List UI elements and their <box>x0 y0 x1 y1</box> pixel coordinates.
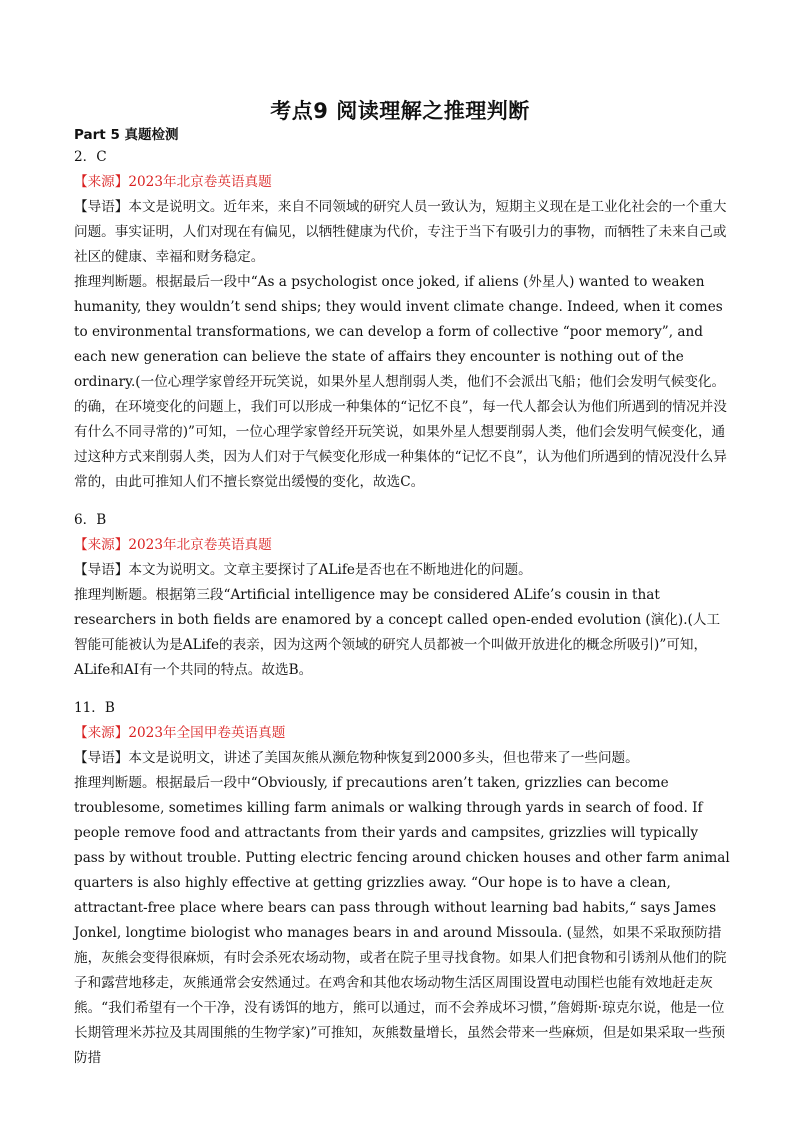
answer-content <box>74 145 730 1071</box>
answer-analysis: 推理判断题。根据最后一段中“Obviously, if precautions aren’t taken, grizzlies can become troublesome, sometimes killing farm animals or walking through yards in search of food. If people remove food and attractants from their yards and campsites, grizzlies will typically pass by without trouble. Putting electric fencing around chicken houses and other farm animal quarters is also highly effective at getting grizzlies away. “Our hope is to have a clean, attractant-free place where bears can pass through without learning bad habits,“ says James Jonkel, longtime biologist who manages bears in and around Missoula. (显然，如果不采取预防措施，灰熊会变得很麻烦，有时会杀死农场动物，或者在院子里寻找食物。如果人们把食物和引诱剂从他们的院子和露营地移走，灰熊通常会安然通过。在鸡舍和其他农场动物生活区周围设置电动围栏也能有效地赶走灰熊。“我们希望有一个干净，没有诱饵的地方，熊可以通过，而不会养成坏习惯，”詹姆斯·琼克尔说，他是一位长期管理米苏拉及其周围熊的生物学家)”可推知，灰熊数量增长，虽然会带来一些麻烦，但是如果采取一些预防措 <box>74 775 730 1066</box>
answer-number: 2．C <box>74 149 107 165</box>
answer-source: 【来源】2023年全国甲卷英语真题 <box>74 725 286 741</box>
answer-analysis: 推理判断题。根据第三段“Artificial intelligence may be considered ALife’s cousin in that researchers in both fields are enamored by a concept called open-ended evolution (演化).(人工智能可能被认为是ALife的表亲，因为这两个领域的研究人员都被一个叫做开放进化的概念所吸引)”可知，ALife和AI有一个共同的特点。故选B。 <box>74 587 721 678</box>
answer-analysis: 推理判断题。根据最后一段中“As a psychologist once joked, if aliens (外星人) wanted to weaken humanity, they wouldn’t send ships; they would invent climate change. Indeed, when it comes to environmental transformations, we can develop a form of collective “poor memory”, and each new generation can believe the state of affairs they encounter is nothing out of the ordinary.(一位心理学家曾经开玩笑说，如果外星人想削弱人类，他们不会派出飞船；他们会发明气候变化。的确，在环境变化的问题上，我们可以形成一种集体的“记忆不良”，每一代人都会认为他们所遇到的情况并没有什么不同寻常的)”可知，一位心理学家曾经开玩笑说，如果外星人想要削弱人类，他们会发明气候变化，通过这种方式来削弱人类，因为人们对于气候变化形成一种集体的“记忆不良”，认为他们所遇到的情况没什么异常的，由此可推知人们不擅长察觉出缓慢的变化，故选C。 <box>74 274 727 490</box>
spacer <box>74 495 730 508</box>
spacer <box>74 683 730 696</box>
answer-number: 6．B <box>74 512 107 528</box>
answer-guide: 【导语】本文是说明文，讲述了美国灰熊从濒危物种恢复到2000多头，但也带来了一些问题。 <box>74 750 639 766</box>
answer-number: 11．B <box>74 700 115 716</box>
page-title: 考点9 阅读理解之推理判断 <box>270 99 530 123</box>
answer-source: 【来源】2023年北京卷英语真题 <box>74 537 272 553</box>
answer-source: 【来源】2023年北京卷英语真题 <box>74 174 272 190</box>
section-heading: Part 5 真题检测 <box>74 127 179 143</box>
answer-guide: 【导语】本文为说明文。文章主要探讨了ALife是否也在不断地进化的问题。 <box>74 562 532 578</box>
answer-guide: 【导语】本文是说明文。近年来，来自不同领域的研究人员一致认为，短期主义现在是工业化社会的一个重大问题。事实证明，人们对现在有偏见，以牺牲健康为代价，专注于当下有吸引力的事物，而牺牲了未来自己或社区的健康、幸福和财务稳定。 <box>74 199 727 265</box>
